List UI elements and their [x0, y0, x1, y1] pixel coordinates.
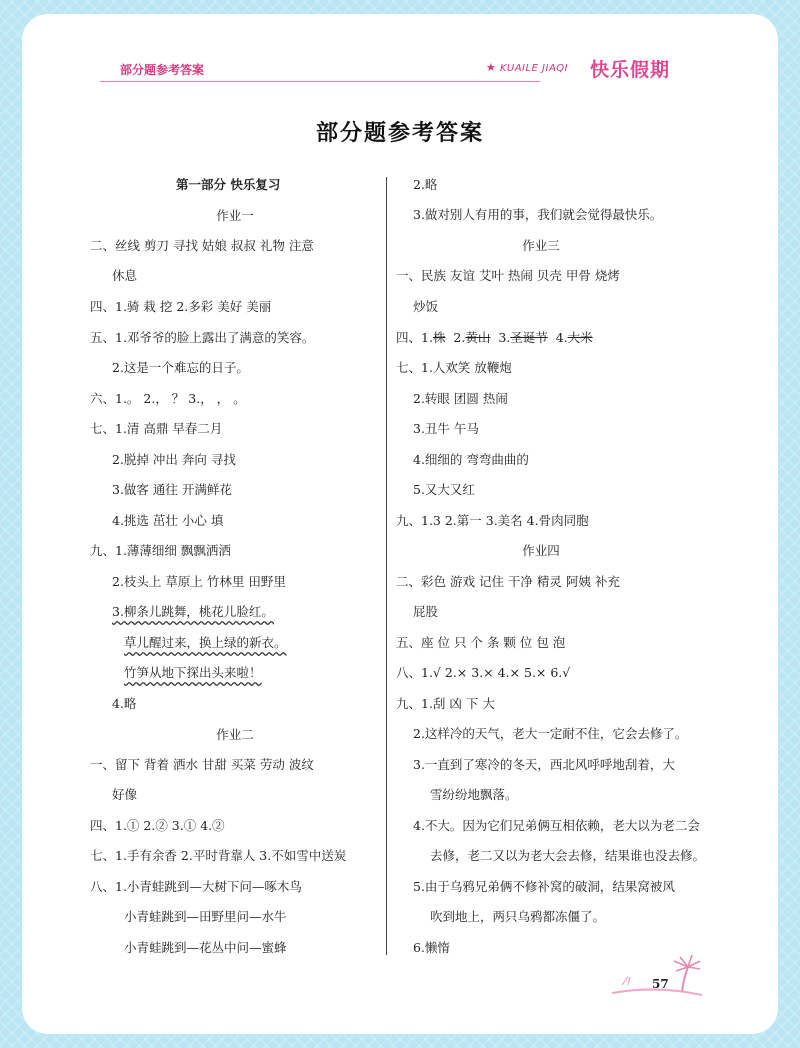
star-icon: ★ [486, 61, 496, 74]
brand-logo: 快乐假期 [590, 59, 671, 81]
answer-line: 一、留下 背着 洒水 甘甜 买菜 劳动 波纹 [90, 757, 314, 772]
item-number: 2. [453, 330, 466, 345]
answer-line: 二、彩色 游戏 记住 干净 精灵 阿姨 补充 [396, 574, 620, 589]
homework-heading: 作业三 [522, 238, 560, 253]
answer-line: 四、1.骑 栽 挖 2.多彩 美好 美丽 [90, 299, 272, 314]
answer-line: 七、1.清 高鼎 早春二月 [90, 421, 223, 436]
answer-line: 2.脱掉 冲出 奔向 寻找 [112, 452, 236, 467]
struck-answer: 黄山 [465, 330, 491, 345]
column-divider [386, 177, 387, 955]
homework-heading: 作业二 [216, 727, 254, 742]
wavy-answer-line: 竹笋从地下探出头来啦！ [124, 665, 262, 680]
answer-line: 2.转眼 团圆 热闹 [413, 391, 508, 406]
brand-subtitle: KUAILE JIAQI [500, 63, 569, 74]
answer-line: 5.由于乌鸦兄弟俩不修补窝的破洞，结果窝被风 [413, 879, 675, 894]
answer-line: 五、1.邓爷爷的脸上露出了满意的笑容。 [90, 330, 315, 345]
answer-line: 3.做对别人有用的事，我们就会觉得最快乐。 [413, 207, 663, 222]
struck-answer: 圣诞节 [510, 330, 548, 345]
answer-line: 2.枝头上 草原上 竹林里 田野里 [112, 574, 286, 589]
answer-line: 二、丝线 剪刀 寻找 姑娘 叔叔 礼物 注意 [90, 238, 314, 253]
part-heading: 第一部分 快乐复习 [176, 177, 281, 192]
answer-line: 4.略 [112, 696, 137, 711]
header-rule [100, 81, 540, 82]
answer-line: 八、1.√ 2.× 3.× 4.× 5.× 6.√ [396, 665, 571, 680]
answer-line: 六、1.。 2.， ？ 3.， ， 。 [90, 391, 246, 406]
answer-line: 小青蛙跳到—田野里问—水牛 [124, 909, 287, 924]
answer-line: 好像 [112, 787, 138, 802]
wavy-answer-line: 草儿醒过来，换上绿的新衣。 [124, 635, 287, 650]
answer-line: 炒饭 [413, 299, 439, 314]
struck-answer: 株 [432, 330, 446, 345]
answer-line: 2.这是一个难忘的日子。 [112, 360, 249, 375]
answer-line: 九、1.3 2.第一 3.美名 4.骨肉同胞 [396, 513, 589, 528]
answer-line: 6.懒惰 [413, 940, 450, 955]
answer-line: 4.不大。因为它们兄弟俩互相依赖，老大以为老二会 [413, 818, 700, 833]
answer-line: 屁股 [413, 604, 439, 619]
answer-line: 九、1.薄薄细细 飘飘洒洒 [90, 543, 231, 558]
answer-line: 小青蛙跳到—花丛中问—蜜蜂 [124, 940, 287, 955]
answer-line: 休息 [112, 268, 138, 283]
struck-answer: 大米 [567, 330, 593, 345]
homework-heading: 作业四 [522, 543, 560, 558]
answer-line: 吹到地上，两只乌鸦都冻僵了。 [430, 909, 606, 924]
answer-line: 5.又大又红 [413, 482, 475, 497]
wavy-answer-line: 3.柳条儿跳舞，桃花儿脸红。 [112, 604, 274, 619]
answer-line: 3.丑牛 午马 [413, 421, 479, 436]
homework-heading: 作业一 [216, 208, 254, 223]
answer-line: 4.细细的 弯弯曲曲的 [413, 452, 529, 467]
answer-line: 一、民族 友谊 艾叶 热闹 贝壳 甲骨 烧烤 [396, 268, 620, 283]
answer-line: 雪纷纷地飘落。 [430, 787, 518, 802]
item-number: 3. [498, 330, 511, 345]
section-label: 部分题参考答案 [120, 63, 205, 77]
page-header [70, 57, 690, 85]
answer-line: 2.略 [413, 177, 438, 192]
answer-line: 九、1.刮 凶 下 大 [396, 696, 495, 711]
page-title: 部分题参考答案 [315, 121, 484, 146]
answer-line: 五、座 位 只 个 条 颗 位 包 泡 [396, 635, 566, 650]
page-number: 57 [652, 977, 669, 991]
answer-line: 3.一直到了寒冷的冬天，西北风呼呼地刮着，大 [413, 757, 675, 772]
answer-line: 八、1.小青蛙跳到—大树下问—啄木鸟 [90, 879, 302, 894]
answer-line: 七、1.人欢笑 放鞭炮 [396, 360, 512, 375]
answer-line: 2.这样冷的天气，老大一定耐不住，它会去修了。 [413, 726, 688, 741]
answer-line: 七、1.手有余香 2.平时背靠人 3.不如雪中送炭 [90, 848, 347, 863]
answer-line: 3.做客 通往 开满鲜花 [112, 482, 232, 497]
answer-line: 4.挑选 茁壮 小心 填 [112, 513, 224, 528]
answer-line-struck [396, 330, 593, 346]
answer-line: 去修，老二又以为老大会去修，结果谁也没去修。 [430, 848, 706, 863]
answer-line: 四、1.① 2.② 3.① 4.② [90, 818, 225, 833]
item-prefix: 四、1. [396, 330, 433, 345]
item-number: 4. [555, 330, 568, 345]
